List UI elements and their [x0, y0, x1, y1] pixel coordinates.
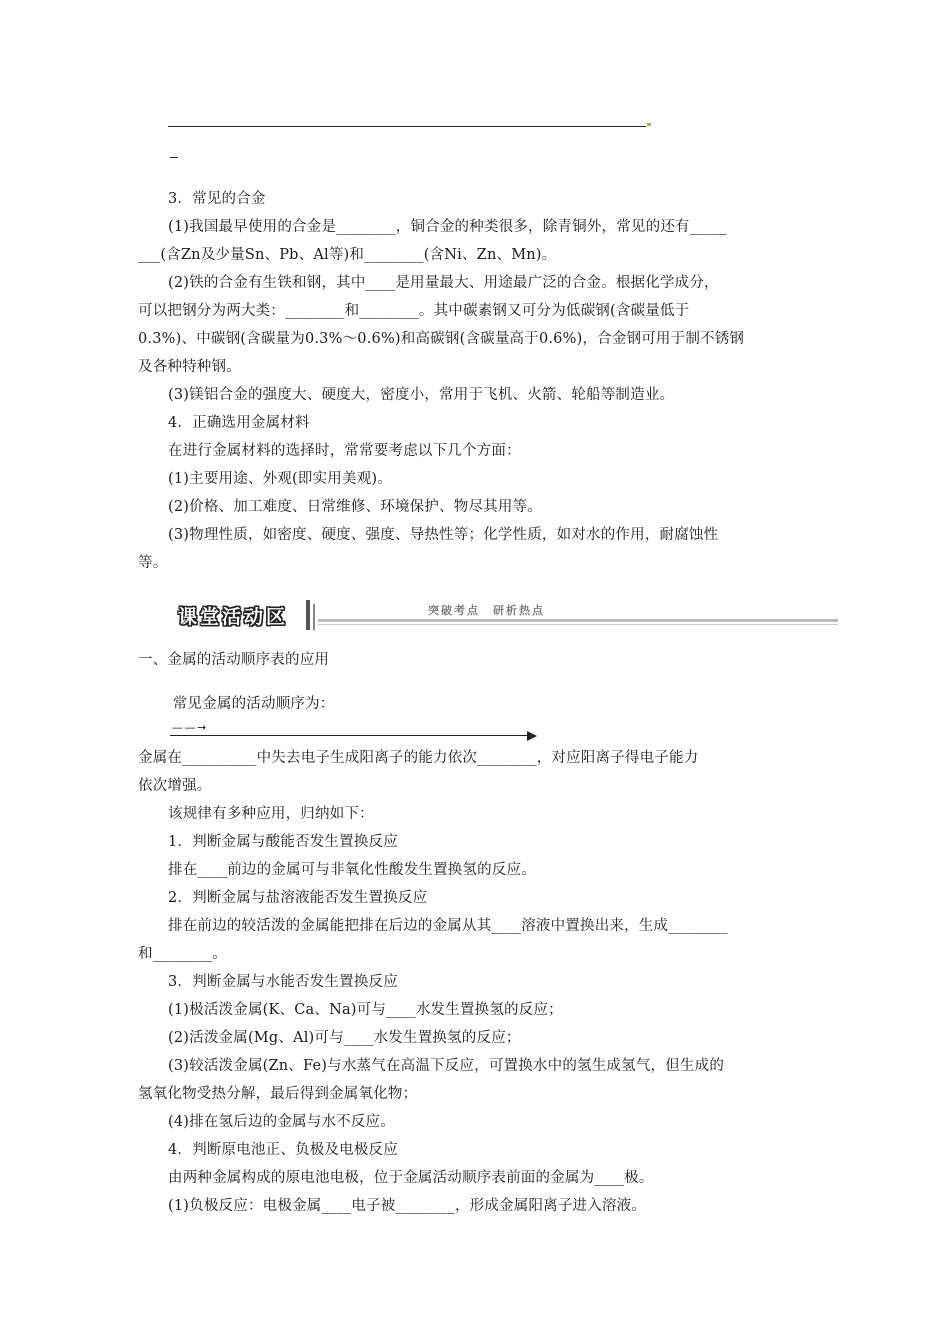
banner-divider: [306, 600, 310, 630]
text-line: (4)排在氢后边的金属与水不反应。: [168, 1114, 395, 1130]
text-line: (1)极活泼金属(K、Ca、Na)可与____水发生置换氢的反应；: [168, 1002, 563, 1018]
text-line: 1．判断金属与酸能否发生置换反应: [168, 834, 398, 850]
text-line: 3．常见的合金: [168, 191, 266, 207]
text-line: (1)负极反应：电极金属____电子被________，形成金属阳离子进入溶液。: [168, 1198, 647, 1214]
text-line: 0.3%)、中碳钢(含碳量为0.3%～0.6%)和高碳钢(含碳量高于0.6%)，合金钢可用于制不锈钢: [138, 331, 745, 347]
banner-title: 课堂活动区: [178, 606, 289, 628]
text-line: 氢氧化物受热分解，最后得到金属氧化物；: [138, 1086, 418, 1102]
decorative-dot: [647, 123, 651, 126]
text-line: 金属在__________中失去电子生成阳离子的能力依次________，对应阳离子得电子能力: [138, 750, 699, 766]
banner-rule: [318, 619, 838, 622]
text-line: (2)活泼金属(Mg、Al)可与____水发生置换氢的反应；: [168, 1030, 521, 1046]
banner-divider: [313, 604, 315, 630]
banner-subtitle: 突破考点 研析热点: [428, 604, 545, 617]
text-line: (1)我国最早使用的合金是________，铜合金的种类很多，除青铜外，常见的还有_____: [168, 219, 727, 235]
banner-rule: [318, 624, 838, 625]
section-heading: 一、金属的活动顺序表的应用: [138, 652, 330, 668]
activity-order-arrow: [170, 735, 528, 736]
arrow-head-icon: [527, 731, 537, 741]
text-line: 依次增强。: [138, 778, 212, 794]
text-line: 排在前边的较活泼的金属能把排在后边的金属从其____溶液中置换出来，生成________: [168, 918, 728, 934]
text-line: 可以把钢分为两大类：________和________。其中碳素钢又可分为低碳钢(含碳量低于: [138, 303, 690, 319]
text-line: 4．正确选用金属材料: [168, 415, 310, 431]
text-line: 4．判断原电池正、负极及电极反应: [168, 1142, 398, 1158]
text-line: ___(含Zn及少量Sn、Pb、Al等)和________(含Ni、Zn、Mn)。: [138, 247, 557, 263]
text-line: (2)价格、加工难度、日常维修、环境保护、物尽其用等。: [168, 499, 542, 515]
text-line: (1)主要用途、外观(即实用美观)。: [168, 471, 392, 487]
section-banner: [170, 600, 840, 632]
text-line: 2．判断金属与盐溶液能否发生置换反应: [168, 890, 428, 906]
text-line: 等。: [138, 555, 168, 571]
text-line: (3)物理性质，如密度、硬度、强度、导热性等；化学性质，如对水的作用，耐腐蚀性: [168, 527, 719, 543]
answer-blank-line: [168, 126, 646, 127]
text-line: 在进行金属材料的选择时，常常要考虑以下几个方面：: [168, 443, 521, 459]
answer-blank-dash: [170, 157, 178, 158]
text-line: (3)较活泼金属(Zn、Fe)与水蒸气在高温下反应，可置换水中的氢生成氢气，但生成的: [168, 1058, 725, 1074]
text-line: 该规律有多种应用，归纳如下：: [168, 806, 374, 822]
small-arrow: — — →: [172, 721, 206, 734]
text-line: (3)镁铝合金的强度大、硬度大，密度小，常用于飞机、火箭、轮船等制造业。: [168, 387, 675, 403]
text-line: 排在____前边的金属可与非氧化性酸发生置换氢的反应。: [168, 862, 536, 878]
text-line: (2)铁的合金有生铁和钢，其中____是用量最大、用途最广泛的合金。根据化学成分，: [168, 275, 719, 291]
text-line: 常见金属的活动顺序为：: [168, 696, 335, 712]
text-line: 和________。: [138, 946, 227, 962]
text-line: 及各种特种钢。: [138, 359, 241, 375]
text-line: 3．判断金属与水能否发生置换反应: [168, 974, 398, 990]
text-line: 由两种金属构成的原电池电极，位于金属活动顺序表前面的金属为____极。: [168, 1170, 654, 1186]
